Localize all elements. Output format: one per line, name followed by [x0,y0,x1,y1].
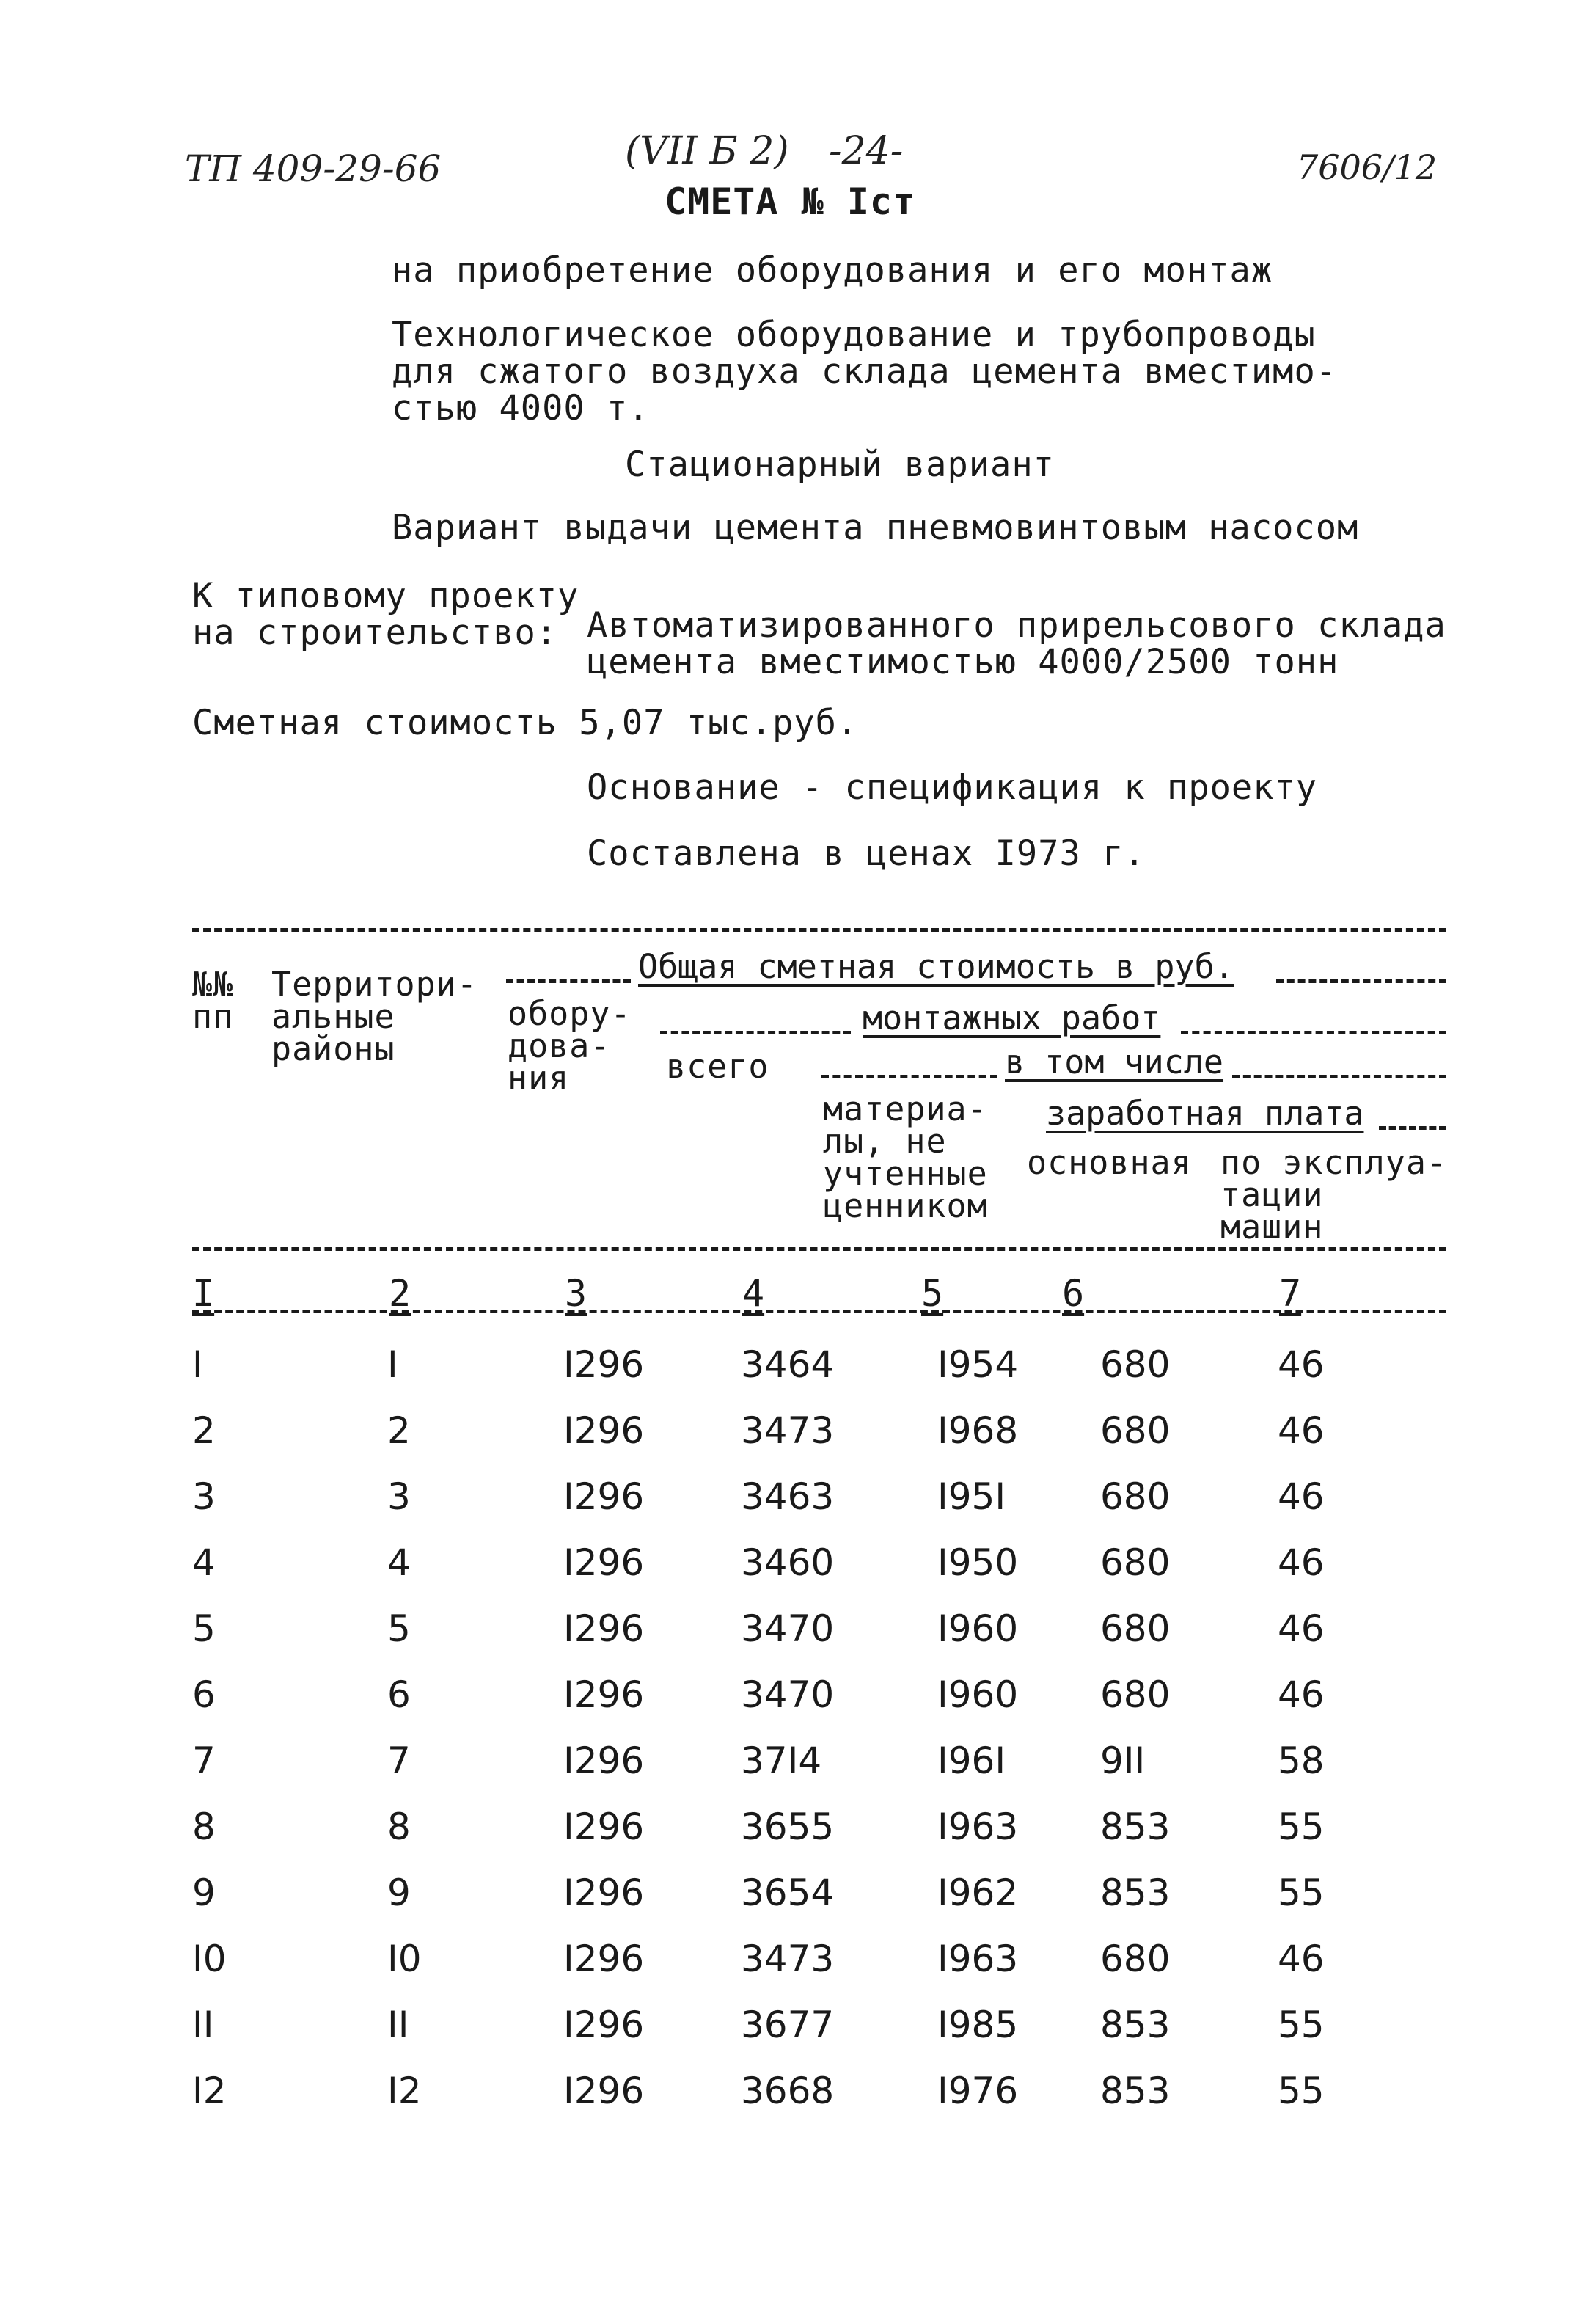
cell-number: 8 [192,1806,216,1848]
subject-line: стью 4000 т. [392,388,650,428]
cell-number: I2 [192,2070,227,2112]
cost-table [192,1332,1366,2124]
cell-territory: 8 [387,1806,411,1848]
cell-materials: I960 [937,1607,1019,1650]
cell-number: I [192,1343,203,1386]
cell-equipment: I296 [563,1475,645,1518]
cell-total: 3655 [741,1806,835,1848]
page-number: -24- [829,129,904,173]
cell-basic-wage: 853 [1100,2004,1171,2046]
cell-total: 3473 [741,1409,835,1452]
header-col-total: всего [666,1047,769,1086]
cell-territory: II [387,2004,409,2046]
cell-equipment: I296 [563,1409,645,1452]
table-row [192,1992,1366,2058]
cell-territory: 3 [387,1475,411,1518]
cell-machine-wage: 58 [1278,1739,1325,1782]
cell-basic-wage: 680 [1100,1409,1171,1452]
cell-total: 3470 [741,1607,835,1650]
cell-equipment: I296 [563,1806,645,1848]
table-row [192,1926,1366,1992]
cell-equipment: I296 [563,2004,645,2046]
cell-basic-wage: 853 [1100,2070,1171,2112]
header-rule [821,1075,997,1078]
project-name-line: цемента вместимостью 4000/2500 тонн [587,642,1339,682]
cell-number: 7 [192,1739,216,1782]
price-level: Составлена в ценах I973 г. [587,833,1146,874]
estimated-cost: Сметная стоимость 5,07 тыс.руб. [192,703,859,743]
cell-machine-wage: 55 [1278,1872,1325,1914]
cell-number: I0 [192,1938,227,1980]
cell-basic-wage: 853 [1100,1872,1171,1914]
archive-number: 7606/12 [1297,147,1438,187]
column-number: 5 [921,1272,944,1315]
cell-equipment: I296 [563,1938,645,1980]
column-number: 4 [742,1272,765,1315]
header-col-machine-wage: по эксплуа- тации машин [1220,1143,1448,1246]
cell-basic-wage: 853 [1100,1806,1171,1848]
document-code: ТП 409-29-66 [185,147,442,190]
document-title: СМЕТА № Iст [665,180,916,223]
header-rule [1232,1075,1446,1078]
table-row [192,1332,1366,1398]
cell-materials: I95I [937,1475,1006,1518]
cell-total: 3677 [741,2004,835,2046]
table-top-rule [192,928,1446,932]
cell-equipment: I296 [563,1541,645,1584]
header-group-montage: монтажных работ [863,998,1161,1037]
cell-machine-wage: 46 [1278,1938,1325,1980]
project-label-line: на строительство: [192,613,558,653]
table-row [192,1794,1366,1860]
header-col-materials: материа- лы, не учтенные ценником [823,1089,988,1225]
cell-total: 3464 [741,1343,835,1386]
cell-equipment: I296 [563,1872,645,1914]
cell-machine-wage: 46 [1278,1607,1325,1650]
header-rule [1379,1126,1446,1130]
cell-basic-wage: 680 [1100,1673,1171,1716]
column-number: 2 [389,1272,411,1315]
table-row [192,1662,1366,1728]
column-number: I [192,1272,215,1315]
cell-machine-wage: 55 [1278,2070,1325,2112]
header-col-equipment: обору- дова- ния [508,994,632,1098]
estimate-purpose: на приобретение оборудования и его монтаж [392,250,1273,291]
cell-machine-wage: 46 [1278,1409,1325,1452]
header-rule [1276,979,1446,983]
table-row [192,1596,1366,1662]
cell-territory: 5 [387,1607,411,1650]
cell-territory: I [387,1343,398,1386]
cell-total: 3668 [741,2070,835,2112]
cell-materials: I960 [937,1673,1019,1716]
header-bottom-rule [192,1247,1446,1251]
cell-materials: I985 [937,2004,1019,2046]
cell-materials: I954 [937,1343,1019,1386]
subject-line: для сжатого воздуха склада цемента вместимо- [392,351,1338,392]
cell-equipment: I296 [563,1607,645,1650]
cell-equipment: I296 [563,1739,645,1782]
variant-title: Стационарный вариант [625,445,1055,485]
subject-line: Технологическое оборудование и трубопроводы [392,315,1316,355]
cell-territory: I0 [387,1938,422,1980]
column-number: 6 [1062,1272,1085,1315]
cell-equipment: I296 [563,2070,645,2112]
cell-territory: 7 [387,1739,411,1782]
cell-territory: 9 [387,1872,411,1914]
cell-machine-wage: 46 [1278,1673,1325,1716]
cell-territory: I2 [387,2070,422,2112]
header-col-basic-wage: основная [1027,1143,1192,1182]
cell-number: 6 [192,1673,216,1716]
column-number-rule [192,1310,1446,1313]
cell-basic-wage: 680 [1100,1607,1171,1650]
estimate-basis: Основание - спецификация к проекту [587,767,1318,808]
cell-number: 9 [192,1872,216,1914]
header-rule [660,1031,851,1034]
cell-total: 3654 [741,1872,835,1914]
cell-number: 2 [192,1409,216,1452]
project-label-line: К типовому проекту [192,576,579,616]
column-number: 3 [565,1272,587,1315]
cell-materials: I968 [937,1409,1019,1452]
section-reference: (VII Б 2) [625,129,789,173]
cell-basic-wage: 680 [1100,1938,1171,1980]
header-col-number: №№ пп [192,965,234,1036]
cell-basic-wage: 680 [1100,1343,1171,1386]
cell-materials: I962 [937,1872,1019,1914]
cell-territory: 6 [387,1673,411,1716]
cell-materials: I963 [937,1806,1019,1848]
cell-number: 3 [192,1475,216,1518]
project-label [192,578,579,651]
cell-machine-wage: 46 [1278,1343,1325,1386]
cell-total: 37I4 [741,1739,822,1782]
cell-materials: I96I [937,1739,1006,1782]
header-group-wages: заработная плата [1046,1094,1364,1133]
cell-basic-wage: 9II [1100,1739,1146,1782]
cell-materials: I963 [937,1938,1019,1980]
estimate-subject [392,317,1337,427]
cell-territory: 2 [387,1409,411,1452]
delivery-variant: Вариант выдачи цемента пневмовинтовым насосом [392,508,1359,548]
cell-number: 4 [192,1541,216,1584]
table-row [192,1728,1366,1794]
cell-basic-wage: 680 [1100,1541,1171,1584]
header-rule [1181,1031,1446,1034]
cell-machine-wage: 55 [1278,1806,1325,1848]
project-name [587,607,1446,681]
column-number: 7 [1279,1272,1302,1315]
cell-total: 3470 [741,1673,835,1716]
cell-equipment: I296 [563,1343,645,1386]
cell-number: 5 [192,1607,216,1650]
header-group-including: в том числе [1005,1043,1224,1081]
cell-machine-wage: 55 [1278,2004,1325,2046]
table-row [192,1398,1366,1464]
cell-territory: 4 [387,1541,411,1584]
table-row [192,1860,1366,1926]
cell-machine-wage: 46 [1278,1541,1325,1584]
project-name-line: Автоматизированного прирельсового склада [587,605,1446,646]
cell-basic-wage: 680 [1100,1475,1171,1518]
header-rule [506,979,631,983]
cell-total: 3473 [741,1938,835,1980]
cell-total: 3463 [741,1475,835,1518]
cell-materials: I950 [937,1541,1019,1584]
header-col-territory: Территори- альные районы [271,965,477,1068]
cell-total: 3460 [741,1541,835,1584]
header-group-total-cost: Общая сметная стоимость в руб. [638,947,1234,986]
cell-machine-wage: 46 [1278,1475,1325,1518]
table-row [192,2058,1366,2124]
cell-equipment: I296 [563,1673,645,1716]
cell-materials: I976 [937,2070,1019,2112]
cell-number: II [192,2004,214,2046]
table-row [192,1464,1366,1530]
table-row [192,1530,1366,1596]
